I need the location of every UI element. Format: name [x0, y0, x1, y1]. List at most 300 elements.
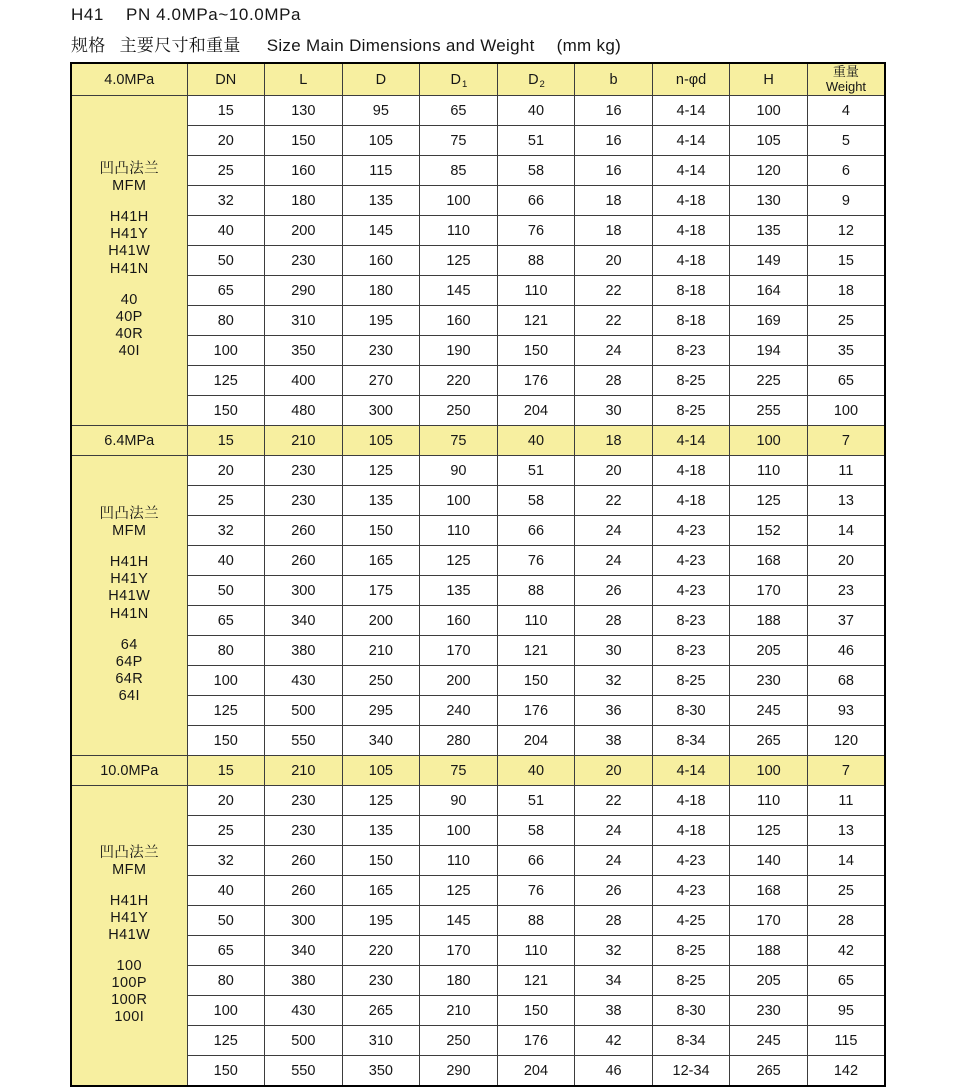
- data-cell: 50: [187, 246, 265, 276]
- data-cell: 65: [187, 276, 265, 306]
- data-cell: 280: [420, 726, 498, 756]
- data-cell: 110: [497, 936, 575, 966]
- data-cell: 25: [187, 816, 265, 846]
- data-cell: 125: [420, 246, 498, 276]
- data-cell: 5: [807, 126, 885, 156]
- data-cell: 4-14: [652, 156, 730, 186]
- data-cell: 100: [420, 486, 498, 516]
- side-label-cell: [71, 96, 187, 426]
- data-cell: 100: [807, 396, 885, 426]
- data-cell: 20: [187, 786, 265, 816]
- side-label-line: 100: [116, 958, 142, 975]
- table-row: [71, 816, 885, 846]
- header-cell-pressure: 4.0MPa: [71, 63, 187, 96]
- data-cell: 66: [497, 186, 575, 216]
- header-row: [71, 63, 885, 96]
- data-cell: 204: [497, 396, 575, 426]
- data-cell: 4-14: [652, 756, 730, 786]
- header-cell-weight: [807, 63, 885, 96]
- data-cell: 9: [807, 186, 885, 216]
- page-title: [71, 5, 621, 25]
- data-cell: 30: [575, 636, 653, 666]
- data-cell: 58: [497, 156, 575, 186]
- side-label-group: [115, 292, 143, 360]
- subtitle-en: Size Main Dimensions and Weight: [266, 36, 535, 55]
- table-row: [71, 696, 885, 726]
- data-cell: 4-18: [652, 246, 730, 276]
- data-cell: 160: [420, 306, 498, 336]
- data-cell: 100: [187, 336, 265, 366]
- data-cell: 105: [342, 426, 420, 456]
- data-cell: 50: [187, 906, 265, 936]
- data-cell: 550: [265, 1056, 343, 1087]
- side-label-group: [99, 161, 159, 195]
- data-cell: 140: [730, 846, 808, 876]
- data-cell: 176: [497, 1026, 575, 1056]
- data-cell: 23: [807, 576, 885, 606]
- data-cell: 260: [265, 516, 343, 546]
- table-row: [71, 246, 885, 276]
- data-cell: 75: [420, 756, 498, 786]
- data-cell: 380: [265, 966, 343, 996]
- side-label-line: 64R: [115, 670, 144, 687]
- data-cell: 28: [575, 906, 653, 936]
- data-cell: 65: [187, 606, 265, 636]
- header-cell-dn: DN: [187, 63, 265, 96]
- data-cell: 100: [187, 666, 265, 696]
- data-cell: 4-18: [652, 186, 730, 216]
- side-label-line: H41H: [109, 209, 149, 226]
- data-cell: 150: [187, 396, 265, 426]
- data-cell: 76: [497, 546, 575, 576]
- data-cell: 165: [342, 876, 420, 906]
- data-cell: 110: [420, 216, 498, 246]
- side-label-group: [115, 637, 143, 705]
- data-cell: 16: [575, 156, 653, 186]
- data-cell: 300: [342, 396, 420, 426]
- data-cell: 125: [420, 876, 498, 906]
- data-cell: 20: [575, 756, 653, 786]
- data-cell: 190: [420, 336, 498, 366]
- data-cell: 145: [342, 216, 420, 246]
- data-cell: 80: [187, 306, 265, 336]
- data-cell: 168: [730, 546, 808, 576]
- table-row: [71, 276, 885, 306]
- data-cell: 245: [730, 1026, 808, 1056]
- table-row: [71, 846, 885, 876]
- title-block: [71, 5, 621, 56]
- side-label-cell: [71, 456, 187, 756]
- table-row: [71, 666, 885, 696]
- data-cell: 58: [497, 486, 575, 516]
- data-cell: 22: [575, 306, 653, 336]
- data-cell: 34: [575, 966, 653, 996]
- data-cell: 150: [187, 726, 265, 756]
- side-label-content: [72, 96, 187, 425]
- data-cell: 110: [497, 606, 575, 636]
- data-cell: 40: [497, 96, 575, 126]
- header-cell-d2: $D_2$: [497, 63, 575, 96]
- data-cell: 8-34: [652, 726, 730, 756]
- header-cell-d: D: [342, 63, 420, 96]
- data-cell: 125: [187, 366, 265, 396]
- data-cell: 32: [575, 936, 653, 966]
- data-cell: 125: [187, 1026, 265, 1056]
- table-row: [71, 126, 885, 156]
- side-label-line: H41Y: [110, 909, 149, 926]
- data-cell: 230: [265, 816, 343, 846]
- side-label-line: H41N: [109, 605, 149, 622]
- header-subscript: 1: [462, 78, 468, 90]
- data-cell: 80: [187, 966, 265, 996]
- data-cell: 4-23: [652, 546, 730, 576]
- data-cell: 12-34: [652, 1056, 730, 1087]
- data-cell: 40: [187, 876, 265, 906]
- data-cell: 160: [420, 606, 498, 636]
- data-cell: 15: [807, 246, 885, 276]
- data-cell: 210: [265, 756, 343, 786]
- table-wrapper: [70, 62, 886, 1087]
- data-cell: 310: [265, 306, 343, 336]
- data-cell: 22: [575, 486, 653, 516]
- data-cell: 225: [730, 366, 808, 396]
- header-cell-h: H: [730, 63, 808, 96]
- table-row: [71, 486, 885, 516]
- header-weight-line: 重量: [832, 64, 859, 80]
- data-cell: 32: [575, 666, 653, 696]
- side-label-group: [99, 506, 159, 540]
- data-cell: 32: [187, 186, 265, 216]
- data-cell: 260: [265, 846, 343, 876]
- data-cell: 230: [730, 996, 808, 1026]
- data-cell: 42: [575, 1026, 653, 1056]
- data-cell: 14: [807, 846, 885, 876]
- data-cell: 265: [730, 726, 808, 756]
- data-cell: 170: [420, 936, 498, 966]
- data-cell: 230: [265, 246, 343, 276]
- side-label-line: MFM: [112, 178, 147, 195]
- data-cell: 340: [265, 936, 343, 966]
- data-cell: 125: [342, 456, 420, 486]
- pressure-row: [71, 756, 885, 786]
- data-cell: 18: [575, 426, 653, 456]
- data-cell: 37: [807, 606, 885, 636]
- data-cell: 250: [420, 396, 498, 426]
- table-row: [71, 906, 885, 936]
- table-row: [71, 96, 885, 126]
- data-cell: 168: [730, 876, 808, 906]
- data-cell: 95: [807, 996, 885, 1026]
- data-cell: 13: [807, 816, 885, 846]
- data-cell: 65: [187, 936, 265, 966]
- data-cell: 88: [497, 906, 575, 936]
- data-cell: 4-18: [652, 486, 730, 516]
- table-row: [71, 1026, 885, 1056]
- data-cell: 50: [187, 576, 265, 606]
- data-cell: 480: [265, 396, 343, 426]
- data-cell: 105: [730, 126, 808, 156]
- data-cell: 115: [342, 156, 420, 186]
- side-label-line: MFM: [112, 523, 147, 540]
- data-cell: 135: [420, 576, 498, 606]
- data-cell: 24: [575, 846, 653, 876]
- data-cell: 4-18: [652, 216, 730, 246]
- data-cell: 20: [187, 456, 265, 486]
- subtitle-zh-dims: 主要尺寸和重量: [119, 36, 241, 55]
- data-cell: 265: [342, 996, 420, 1026]
- data-cell: 150: [342, 846, 420, 876]
- table-row: [71, 966, 885, 996]
- data-cell: 125: [730, 816, 808, 846]
- data-cell: 76: [497, 216, 575, 246]
- data-cell: 340: [265, 606, 343, 636]
- data-cell: 6: [807, 156, 885, 186]
- table-row: [71, 546, 885, 576]
- pressure-row: [71, 426, 885, 456]
- data-cell: 4-14: [652, 126, 730, 156]
- data-cell: 180: [342, 276, 420, 306]
- data-cell: 200: [342, 606, 420, 636]
- side-label-line: H41H: [109, 892, 149, 909]
- data-cell: 4-23: [652, 876, 730, 906]
- data-cell: 110: [420, 846, 498, 876]
- side-label-line: MFM: [112, 861, 147, 878]
- side-label-group: [111, 958, 147, 1026]
- data-cell: 8-25: [652, 966, 730, 996]
- data-cell: 7: [807, 426, 885, 456]
- data-cell: 8-30: [652, 996, 730, 1026]
- data-cell: 24: [575, 516, 653, 546]
- pressure-range: PN 4.0MPa~10.0MPa: [126, 5, 302, 24]
- data-cell: 194: [730, 336, 808, 366]
- data-cell: 300: [265, 906, 343, 936]
- side-label-line: 40I: [118, 342, 140, 359]
- table-head: [71, 63, 885, 96]
- data-cell: 8-30: [652, 696, 730, 726]
- data-cell: 75: [420, 126, 498, 156]
- data-cell: 8-25: [652, 396, 730, 426]
- data-cell: 8-25: [652, 936, 730, 966]
- side-label-line: 64P: [115, 653, 143, 670]
- data-cell: 230: [265, 456, 343, 486]
- side-label-line: 40: [120, 291, 138, 308]
- side-label-group: [108, 893, 150, 944]
- data-cell: 135: [342, 486, 420, 516]
- data-cell: 93: [807, 696, 885, 726]
- data-cell: 100: [730, 96, 808, 126]
- table-row: [71, 456, 885, 486]
- data-cell: 100: [187, 996, 265, 1026]
- data-cell: 36: [575, 696, 653, 726]
- table-row: [71, 636, 885, 666]
- data-cell: 205: [730, 636, 808, 666]
- side-label-line: 64I: [118, 687, 140, 704]
- data-cell: 40: [187, 546, 265, 576]
- data-cell: 100: [420, 816, 498, 846]
- side-label-content: [72, 456, 187, 755]
- data-cell: 20: [187, 126, 265, 156]
- table-row: [71, 516, 885, 546]
- data-cell: 121: [497, 306, 575, 336]
- data-cell: 100: [730, 756, 808, 786]
- data-cell: 26: [575, 876, 653, 906]
- side-label-group: [99, 845, 159, 879]
- data-cell: 110: [420, 516, 498, 546]
- dimensions-table: [70, 62, 886, 1087]
- table-row: [71, 186, 885, 216]
- table-row: [71, 306, 885, 336]
- data-cell: 88: [497, 576, 575, 606]
- data-cell: 38: [575, 996, 653, 1026]
- data-cell: 204: [497, 1056, 575, 1087]
- data-cell: 121: [497, 636, 575, 666]
- data-cell: 25: [187, 156, 265, 186]
- header-weight-line: Weight: [825, 78, 867, 94]
- data-cell: 195: [342, 306, 420, 336]
- data-cell: 142: [807, 1056, 885, 1087]
- data-cell: 24: [575, 546, 653, 576]
- data-cell: 125: [187, 696, 265, 726]
- data-cell: 160: [342, 246, 420, 276]
- data-cell: 164: [730, 276, 808, 306]
- data-cell: 165: [342, 546, 420, 576]
- data-cell: 135: [342, 186, 420, 216]
- data-cell: 145: [420, 276, 498, 306]
- data-cell: 150: [187, 1056, 265, 1087]
- data-cell: 125: [730, 486, 808, 516]
- data-cell: 88: [497, 246, 575, 276]
- side-label-group: [108, 554, 150, 622]
- data-cell: 290: [265, 276, 343, 306]
- data-cell: 245: [730, 696, 808, 726]
- data-cell: 13: [807, 486, 885, 516]
- data-cell: 95: [342, 96, 420, 126]
- subtitle-zh-spec: 规格: [71, 36, 106, 55]
- data-cell: 4-23: [652, 516, 730, 546]
- data-cell: 8-23: [652, 636, 730, 666]
- data-cell: 35: [807, 336, 885, 366]
- data-cell: 25: [807, 306, 885, 336]
- data-cell: 210: [342, 636, 420, 666]
- data-cell: 25: [187, 486, 265, 516]
- data-cell: 145: [420, 906, 498, 936]
- side-label-line: H41Y: [110, 571, 149, 588]
- data-cell: 110: [497, 276, 575, 306]
- data-cell: 40: [497, 426, 575, 456]
- data-cell: 260: [265, 876, 343, 906]
- data-cell: 32: [187, 516, 265, 546]
- data-cell: 270: [342, 366, 420, 396]
- side-label-group: [108, 209, 150, 277]
- data-cell: 149: [730, 246, 808, 276]
- data-cell: 230: [342, 966, 420, 996]
- data-cell: 176: [497, 696, 575, 726]
- data-cell: 250: [420, 1026, 498, 1056]
- data-cell: 300: [265, 576, 343, 606]
- data-cell: 340: [342, 726, 420, 756]
- data-cell: 175: [342, 576, 420, 606]
- header-subscript: 2: [539, 78, 545, 90]
- side-label-line: 凹凸法兰: [99, 505, 160, 522]
- data-cell: 15: [187, 426, 265, 456]
- side-label-line: 凹凸法兰: [99, 844, 160, 861]
- data-cell: 4-14: [652, 426, 730, 456]
- table-row: [71, 876, 885, 906]
- table-row: [71, 1056, 885, 1087]
- data-cell: 170: [730, 576, 808, 606]
- data-cell: 150: [342, 516, 420, 546]
- data-cell: 169: [730, 306, 808, 336]
- data-cell: 220: [420, 366, 498, 396]
- data-cell: 105: [342, 126, 420, 156]
- data-cell: 121: [497, 966, 575, 996]
- data-cell: 150: [265, 126, 343, 156]
- data-cell: 240: [420, 696, 498, 726]
- data-cell: 135: [342, 816, 420, 846]
- data-cell: 310: [342, 1026, 420, 1056]
- data-cell: 14: [807, 516, 885, 546]
- side-label-line: H41Y: [110, 226, 149, 243]
- data-cell: 135: [730, 216, 808, 246]
- side-label-line: 100P: [111, 975, 147, 992]
- data-cell: 38: [575, 726, 653, 756]
- data-cell: 68: [807, 666, 885, 696]
- data-cell: 28: [575, 606, 653, 636]
- side-label-cell: [71, 786, 187, 1087]
- data-cell: 105: [342, 756, 420, 786]
- data-cell: 20: [575, 246, 653, 276]
- header-cell-n-φd: n-φd: [652, 63, 730, 96]
- side-label-line: H41N: [109, 260, 149, 277]
- data-cell: 12: [807, 216, 885, 246]
- data-cell: 8-18: [652, 276, 730, 306]
- data-cell: 25: [807, 876, 885, 906]
- data-cell: 65: [807, 366, 885, 396]
- data-cell: 18: [807, 276, 885, 306]
- data-cell: 220: [342, 936, 420, 966]
- data-cell: 26: [575, 576, 653, 606]
- data-cell: 40: [187, 216, 265, 246]
- data-cell: 4-25: [652, 906, 730, 936]
- data-cell: 176: [497, 366, 575, 396]
- data-cell: 16: [575, 96, 653, 126]
- side-label-line: H41W: [108, 243, 151, 260]
- data-cell: 230: [730, 666, 808, 696]
- data-cell: 400: [265, 366, 343, 396]
- data-cell: 265: [730, 1056, 808, 1087]
- data-cell: 4-18: [652, 456, 730, 486]
- data-cell: 500: [265, 696, 343, 726]
- data-cell: 40: [497, 756, 575, 786]
- model-code: H41: [71, 5, 104, 24]
- data-cell: 200: [420, 666, 498, 696]
- data-cell: 8-18: [652, 306, 730, 336]
- data-cell: 210: [265, 426, 343, 456]
- data-cell: 188: [730, 936, 808, 966]
- data-cell: 188: [730, 606, 808, 636]
- data-cell: 120: [730, 156, 808, 186]
- data-cell: 15: [187, 96, 265, 126]
- table-row: [71, 216, 885, 246]
- data-cell: 7: [807, 756, 885, 786]
- data-cell: 4-23: [652, 846, 730, 876]
- side-label-line: 40R: [115, 325, 144, 342]
- side-label-content: [72, 786, 187, 1085]
- table-row: [71, 726, 885, 756]
- table-row: [71, 786, 885, 816]
- data-cell: 51: [497, 126, 575, 156]
- data-cell: 58: [497, 816, 575, 846]
